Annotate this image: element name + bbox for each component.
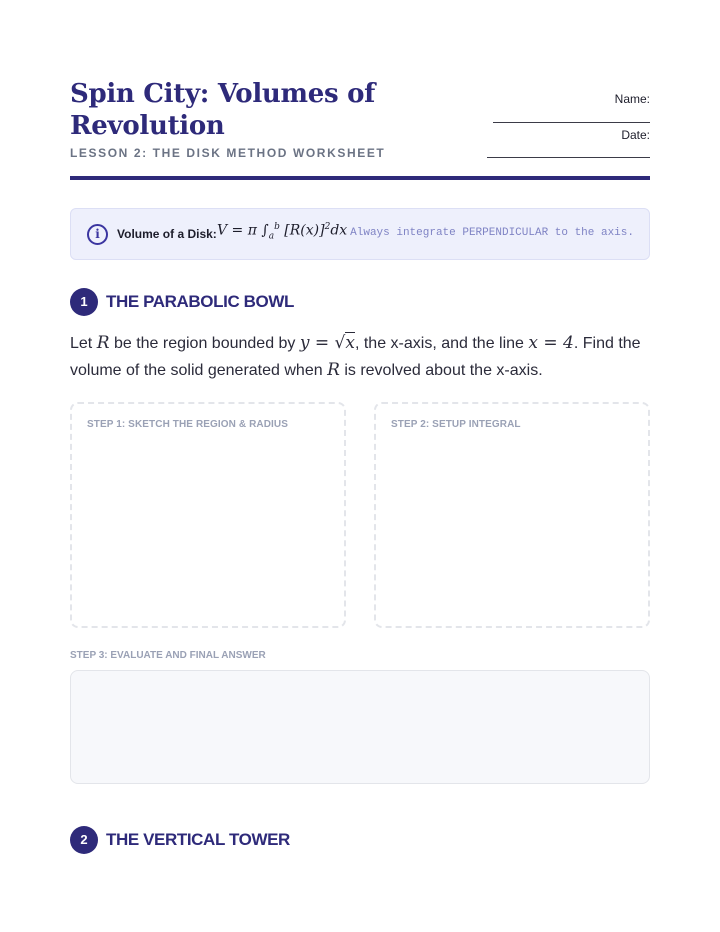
math-r: R xyxy=(96,333,110,353)
formula-dx: dx xyxy=(330,222,348,239)
name-line xyxy=(493,122,650,123)
date-label: Date: xyxy=(621,128,650,142)
page-title: Spin City: Volumes of Revolution xyxy=(70,79,376,141)
section-1-title: THE PARABOLIC BOWL xyxy=(106,292,294,311)
section-1-number: 1 xyxy=(70,288,98,316)
info-icon: i xyxy=(87,224,108,245)
formula-lower-limit: a xyxy=(268,231,275,242)
problem-text: , the x-axis, and the line xyxy=(354,335,529,352)
problem-1-text: Let R be the region bounded by y = √x, the x-axis, and the line x = 4. Find the volume of the solid generated when R is revolved about the x-axis. xyxy=(70,333,641,380)
formula-body: [R(x)] xyxy=(284,222,325,239)
worksheet-page xyxy=(70,0,650,932)
formula-upper-limit: b xyxy=(274,222,280,232)
math-y-equals: y = xyxy=(299,333,335,353)
step-1-label: STEP 1: SKETCH THE REGION & RADIUS xyxy=(87,419,289,430)
section-2-title: THE VERTICAL TOWER xyxy=(106,830,290,849)
date-field[interactable] xyxy=(480,128,650,160)
formula-lhs: V = π ∫ xyxy=(217,222,269,239)
problem-text: . Find the volume of the solid generated when xyxy=(70,335,641,379)
name-label: Name: xyxy=(614,92,650,106)
problem-text: Let xyxy=(70,335,97,352)
math-sqrt-x: x xyxy=(345,333,355,353)
disk-formula xyxy=(217,222,347,241)
step-3-answer-box[interactable] xyxy=(70,670,650,784)
math-x-equals-4: x = 4 xyxy=(528,333,574,353)
step-3-label: STEP 3: EVALUATE AND FINAL ANSWER xyxy=(70,650,266,661)
step-1-sketch-box[interactable] xyxy=(70,402,346,628)
formula-callout xyxy=(70,208,650,260)
math-r: R xyxy=(327,360,340,380)
lesson-subtitle: LESSON 2: THE DISK METHOD WORKSHEET xyxy=(70,146,386,160)
section-2-number: 2 xyxy=(70,826,98,854)
formula-exponent: 2 xyxy=(324,222,331,232)
name-field[interactable] xyxy=(490,92,650,124)
header-divider xyxy=(70,176,650,180)
date-line xyxy=(487,157,650,158)
problem-text: is revolved about the x-axis. xyxy=(339,362,543,379)
step-2-integral-box[interactable] xyxy=(374,402,650,628)
problem-text: be the region bounded by xyxy=(109,335,300,352)
formula-label: Volume of a Disk: xyxy=(117,227,217,241)
step-2-label: STEP 2: SETUP INTEGRAL xyxy=(391,419,521,430)
formula-tip: Always integrate PERPENDICULAR to the axis. xyxy=(350,227,634,239)
